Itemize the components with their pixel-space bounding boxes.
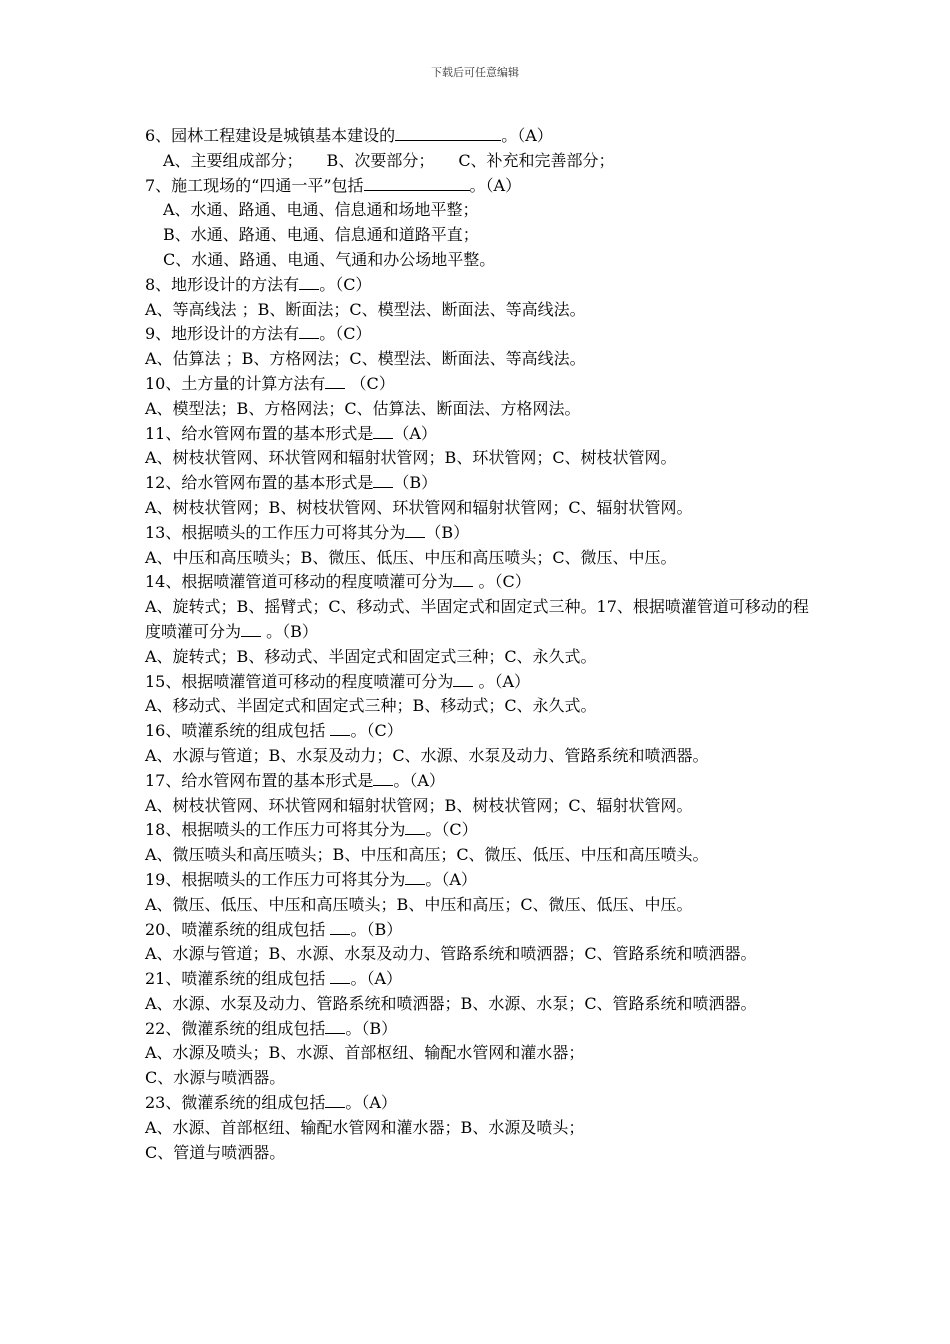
answer-blank <box>405 819 425 835</box>
line-text: 10、土方量的计算方法有 <box>145 373 326 393</box>
line-text: 14、根据喷灌管道可移动的程度喷灌可分为 <box>145 572 454 592</box>
line-text: A、水通、路通、电通、信息通和场地平整； <box>163 200 479 220</box>
line-text: 16、喷灌系统的组成包括 <box>145 721 331 741</box>
text-line <box>145 794 815 819</box>
document-body <box>145 124 815 1165</box>
line-text: A、水源、首部枢纽、输配水管网和灌水器；B、水源及喷头； <box>145 1117 585 1137</box>
line-answer: 。（C） <box>319 324 372 344</box>
line-text: 23、微灌系统的组成包括 <box>145 1093 326 1113</box>
text-line <box>145 719 815 744</box>
text-line <box>145 124 815 149</box>
line-text: 17、给水管网布置的基本形式是 <box>145 770 374 790</box>
line-text: 9、地形设计的方法有 <box>145 324 300 344</box>
line-text: 20、喷灌系统的组成包括 <box>145 919 331 939</box>
text-line <box>145 1041 815 1066</box>
line-text: C、水通、路通、电通、气通和办公场地平整。 <box>163 249 496 269</box>
text-line <box>145 322 815 347</box>
line-text: A、中压和高压喷头；B、微压、低压、中压和高压喷头；C、微压、中压。 <box>145 547 677 567</box>
text-line <box>145 595 815 645</box>
text-line <box>145 868 815 893</box>
line-text: C、管道与喷洒器。 <box>145 1142 286 1162</box>
text-line <box>145 570 815 595</box>
line-answer: （B） <box>393 473 438 493</box>
line-answer: （B） <box>425 522 470 542</box>
line-text: A、旋转式；B、移动式、半固定式和固定式三种；C、永久式。 <box>145 646 597 666</box>
text-line <box>145 694 815 719</box>
line-text: 7、施工现场的“四通一平”包括 <box>145 175 364 195</box>
text-line <box>145 471 815 496</box>
line-answer: 。（A） <box>350 969 403 989</box>
text-line <box>145 298 815 323</box>
text-line <box>145 248 815 273</box>
text-line <box>145 967 815 992</box>
line-answer: 。（A） <box>473 671 531 691</box>
text-line <box>145 1141 815 1166</box>
answer-blank <box>405 869 425 885</box>
line-text: A、水源与管道；B、水泵及动力；C、水源、水泵及动力、管路系统和喷洒器。 <box>145 745 709 765</box>
answer-blank <box>330 720 350 736</box>
text-line <box>145 446 815 471</box>
text-line <box>145 198 815 223</box>
page-header: 下载后可任意编辑 <box>431 66 519 79</box>
answer-blank <box>299 323 319 339</box>
line-text: 11、给水管网布置的基本形式是 <box>145 423 374 443</box>
text-line <box>145 744 815 769</box>
answer-blank <box>330 968 350 984</box>
line-text: 8、地形设计的方法有 <box>145 274 300 294</box>
line-answer: （C） <box>345 373 395 393</box>
line-text: 12、给水管网布置的基本形式是 <box>145 473 374 493</box>
line-answer: 。（C） <box>473 572 531 592</box>
line-text: 18、根据喷头的工作压力可将其分为 <box>145 820 406 840</box>
text-line <box>145 843 815 868</box>
answer-blank <box>325 1092 345 1108</box>
line-answer: 。（A） <box>469 175 522 195</box>
line-answer: 。（C） <box>319 274 372 294</box>
answer-blank <box>325 373 345 389</box>
answer-blank <box>405 522 425 538</box>
answer-blank <box>373 770 393 786</box>
text-line <box>145 347 815 372</box>
line-answer: 。（B） <box>350 919 403 939</box>
line-text: A、移动式、半固定式和固定式三种；B、移动式；C、永久式。 <box>145 696 597 716</box>
line-text: 15、根据喷灌管道可移动的程度喷灌可分为 <box>145 671 454 691</box>
line-answer: 。（C） <box>425 820 478 840</box>
text-line <box>145 942 815 967</box>
line-text: A、估算法 ；B、方格网法；C、模型法、断面法、等高线法。 <box>145 349 586 369</box>
answer-blank <box>330 919 350 935</box>
text-line <box>145 645 815 670</box>
line-text: A、微压喷头和高压喷头；B、中压和高压；C、微压、低压、中压和高压喷头。 <box>145 845 709 865</box>
text-line <box>145 273 815 298</box>
text-line <box>145 174 815 199</box>
line-answer: 。（A） <box>501 126 553 145</box>
text-line <box>145 818 815 843</box>
text-line <box>145 670 815 695</box>
text-line <box>145 496 815 521</box>
text-line <box>145 1066 815 1091</box>
text-line <box>145 992 815 1017</box>
line-text: A、等高线法 ；B、断面法；C、模型法、断面法、等高线法。 <box>145 299 586 319</box>
answer-blank <box>373 423 393 439</box>
line-text: A、旋转式；B、摇臂式；C、移动式、半固定式和固定式三种。17、根据喷灌管道可移动的程度喷灌可分为 <box>145 597 809 641</box>
line-answer: 。（A） <box>393 770 445 790</box>
line-answer: 。（B） <box>261 621 318 641</box>
line-answer: 。（A） <box>425 869 477 889</box>
text-line <box>145 769 815 794</box>
answer-blank <box>453 671 473 687</box>
text-line <box>145 149 815 174</box>
line-text: A、树枝状管网、环状管网和辐射状管网；B、环状管网；C、树枝状管网。 <box>145 448 677 468</box>
text-line <box>145 918 815 943</box>
line-text: A、主要组成部分； B、次要部分； C、补充和完善部分； <box>163 150 615 170</box>
answer-blank <box>299 274 319 290</box>
answer-blank <box>241 621 261 637</box>
line-answer: （A） <box>393 423 437 443</box>
answer-blank <box>453 571 473 587</box>
answer-blank <box>325 1018 345 1034</box>
text-line <box>145 422 815 447</box>
text-line <box>145 223 815 248</box>
line-text: A、模型法；B、方格网法；C、估算法、断面法、方格网法。 <box>145 398 581 418</box>
line-text: A、微压、低压、中压和高压喷头；B、中压和高压；C、微压、低压、中压。 <box>145 894 693 914</box>
text-line <box>145 893 815 918</box>
line-text: 13、根据喷头的工作压力可将其分为 <box>145 522 406 542</box>
line-answer: 。（B） <box>345 1018 398 1038</box>
text-line <box>145 1116 815 1141</box>
answer-blank <box>364 175 470 191</box>
answer-blank <box>373 472 393 488</box>
line-answer: 。（C） <box>350 721 403 741</box>
line-text: 6、园林工程建设是城镇基本建设的 <box>145 126 396 145</box>
line-text: 21、喷灌系统的组成包括 <box>145 969 331 989</box>
line-text: 19、根据喷头的工作压力可将其分为 <box>145 869 406 889</box>
line-text: A、水源、水泵及动力、管路系统和喷洒器；B、水源、水泵；C、管路系统和喷洒器。 <box>145 993 757 1013</box>
line-text: A、水源及喷头；B、水源、首部枢纽、输配水管网和灌水器； <box>145 1043 585 1063</box>
line-text: A、树枝状管网；B、树枝状管网、环状管网和辐射状管网；C、辐射状管网。 <box>145 497 693 517</box>
line-answer: 。（A） <box>345 1093 397 1113</box>
text-line <box>145 372 815 397</box>
text-line <box>145 546 815 571</box>
line-text: A、水源与管道；B、水源、水泵及动力、管路系统和喷洒器；C、管路系统和喷洒器。 <box>145 944 757 964</box>
line-text: A、树枝状管网、环状管网和辐射状管网；B、树枝状管网；C、辐射状管网。 <box>145 795 693 815</box>
text-line <box>145 1091 815 1116</box>
answer-blank <box>395 125 501 141</box>
line-text: 22、微灌系统的组成包括 <box>145 1018 326 1038</box>
line-text: B、水通、路通、电通、信息通和道路平直； <box>163 225 479 245</box>
text-line <box>145 521 815 546</box>
text-line <box>145 1017 815 1042</box>
text-line <box>145 397 815 422</box>
line-text: C、水源与喷洒器。 <box>145 1068 286 1088</box>
